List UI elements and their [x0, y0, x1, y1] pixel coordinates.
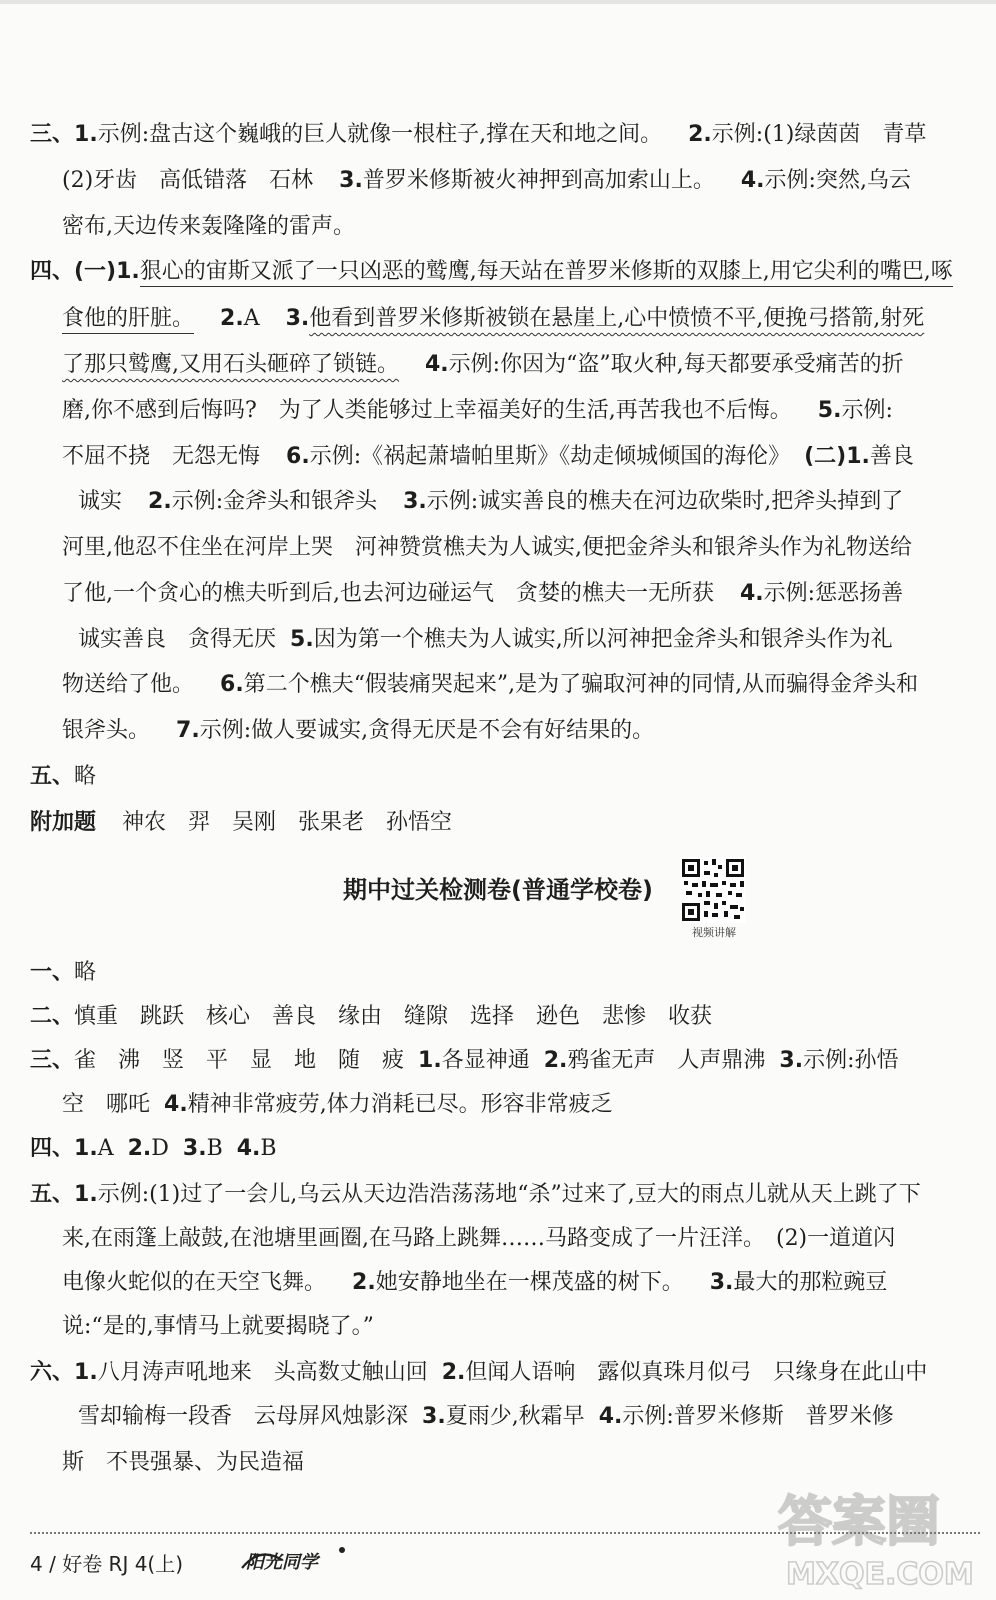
brand-text: 阳光同学 [246, 1552, 318, 1573]
answer-line: 物送给了他。 6.第二个樵夫“假装痛哭起来”,是为了骗取河神的同情,从而骗得金斧头和 [62, 672, 919, 697]
answer-line: 二、慎重 跳跃 核心 善良 缘由 缝隙 选择 逊色 悲惨 收获 [30, 1004, 713, 1029]
answer-line: 五、略 [30, 764, 97, 789]
answer-line: 五、1.示例:(1)过了一会儿,乌云从天边浩浩荡荡地“杀”过来了,豆大的雨点儿就从天上跳了下 [30, 1182, 921, 1207]
answer-line: 银斧头。 7.示例:做人要诚实,贪得无厌是不会有好结果的。 [62, 718, 655, 743]
section-title: 期中过关检测卷(普通学校卷) [343, 876, 653, 904]
page-number: 4 [30, 1552, 43, 1576]
answer-line: 不屈不挠 无怨无悔 6.示例:《祸起萧墙帕里斯》《劫走倾城倾国的海伦》 (二)1.善良 [62, 444, 914, 469]
answer-line: 诚实 2.示例:金斧头和银斧头 3.示例:诚实善良的樵夫在河边砍柴时,把斧头掉到了 [78, 489, 904, 514]
book-title: 好卷 RJ 4(上) [62, 1552, 184, 1576]
qr-code-icon[interactable] [680, 857, 746, 923]
answer-line: 三、雀 沸 竖 平 显 地 随 疲 1.各显神通 2.鸦雀无声 人声鼎沸 3.示例:孙悟 [30, 1048, 899, 1073]
answer-line: 雪却输梅一段香 云母屏风烛影深 3.夏雨少,秋霜早 4.示例:普罗米修斯 普罗米修 [78, 1404, 894, 1429]
page-footer: 4 / 好卷 RJ 4(上) [30, 1552, 184, 1576]
answer-line: 空 哪吒 4.精神非常疲劳,体力消耗已尽。形容非常疲乏 [62, 1092, 613, 1117]
answer-line: 六、1.八月涛声吼地来 头高数丈触山回 2.但闻人语响 露似真珠月似弓 只缘身在此山中 [30, 1360, 928, 1385]
brand-logo [238, 1542, 358, 1576]
answer-line: (2)牙齿 高低错落 石林 3.普罗米修斯被火神押到高加索山上。 4.示例:突然,乌云 [62, 168, 911, 193]
answer-line: 附加题 神农 羿 吴刚 张果老 孙悟空 [30, 810, 453, 835]
answer-line: 一、略 [30, 960, 97, 985]
answer-line: 电像火蛇似的在天空飞舞。 2.她安静地坐在一棵茂盛的树下。 3.最大的那粒豌豆 [62, 1270, 888, 1295]
answer-line: 诚实善良 贪得无厌 5.因为第一个樵夫为人诚实,所以河神把金斧头和银斧头作为礼 [78, 627, 893, 652]
svg-text:答案圈: 答案圈 [778, 1490, 940, 1553]
answer-line: 斯 不畏强暴、为民造福 [62, 1450, 305, 1475]
answer-line: 四、1.A 2.D 3.B 4.B [30, 1136, 277, 1161]
answer-line: 了他,一个贪心的樵夫听到后,也去河边碰运气 贪婪的樵夫一无所获 4.示例:惩恶扬善 [62, 581, 904, 606]
watermark [772, 1478, 982, 1596]
answer-line: 了那只鹫鹰,又用石头砸碎了锁链。 4.示例:你因为“盗”取火种,每天都要承受痛苦的折 [62, 352, 904, 377]
answer-line: 食他的肝脏。 2.A 3.他看到普罗米修斯被锁在悬崖上,心中愤愤不平,便挽弓搭箭,射死 [62, 304, 996, 334]
answer-line: 密布,天边传来轰隆隆的雷声。 [62, 214, 355, 239]
answer-line: 四、(一)1.狠心的宙斯又派了一只凶恶的鹫鹰,每天站在普罗米修斯的双膝上,用它尖利的嘴巴,啄 [30, 257, 970, 287]
answer-line: 河里,他忍不住坐在河岸上哭 河神赞赏樵夫为人诚实,便把金斧头和银斧头作为礼物送给 [62, 535, 912, 560]
svg-text:MXQE.COM: MXQE.COM [786, 1557, 974, 1592]
answer-line: 三、1.示例:盘古这个巍峨的巨人就像一根柱子,撑在天和地之间。 2.示例:(1)绿茵茵 青草 [30, 122, 927, 147]
qr-label: 视频讲解 [692, 926, 736, 939]
top-border [0, 0, 996, 4]
answer-line: 磨,你不感到后悔吗? 为了人类能够过上幸福美好的生活,再苦我也不后悔。 5.示例: [62, 398, 893, 423]
answer-line: 说:“是的,事情马上就要揭晓了。” [62, 1314, 374, 1339]
answer-line: 来,在雨篷上敲鼓,在池塘里画圈,在马路上跳舞……马路变成了一片汪洋。 (2)一道道闪 [62, 1226, 896, 1251]
